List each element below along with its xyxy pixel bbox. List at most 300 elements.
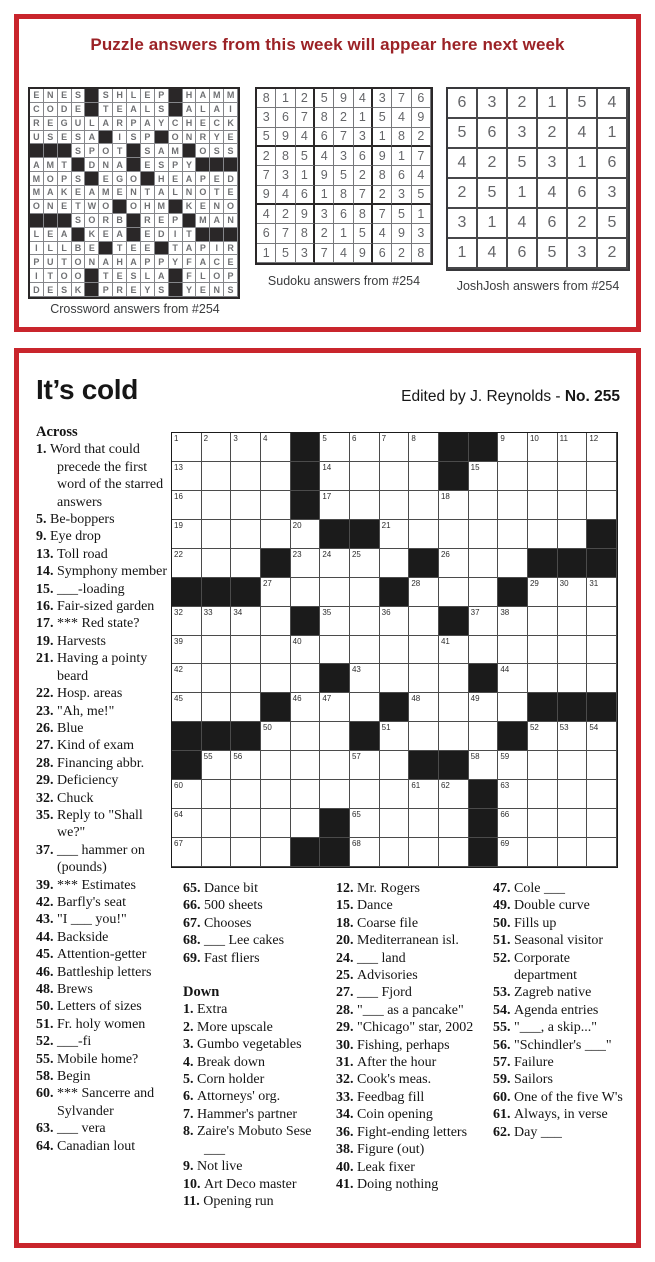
cell-number: 50 (262, 723, 272, 733)
grid-cell (320, 780, 350, 809)
clue: 32. Chuck (36, 790, 94, 806)
clue: 61. Always, in verse (493, 1107, 608, 1123)
answer-black-cell (85, 103, 99, 117)
clue: 56. "Schindler's ___" (493, 1037, 612, 1053)
grid-cell (558, 636, 588, 665)
answer-letter-cell: A (155, 269, 169, 283)
sudoku-cell: 1 (315, 186, 334, 205)
grid-cell (291, 520, 321, 549)
grid-cell (498, 780, 528, 809)
sudoku-cell: 7 (373, 205, 392, 224)
answer-black-cell (85, 269, 99, 283)
grid-black-cell (320, 838, 350, 867)
answer-letter-cell: B (72, 242, 86, 256)
sudoku-cell: 3 (276, 166, 295, 185)
answer-black-cell (183, 214, 197, 228)
grid-cell (409, 462, 439, 491)
clue-number: 11. (183, 1193, 204, 1209)
answer-letter-cell: W (85, 200, 99, 214)
sudoku-cell: 3 (354, 128, 373, 147)
clue: 55. Mobile home? (36, 1051, 139, 1067)
clue-number: 28. (336, 1002, 357, 1018)
answer-black-cell (169, 103, 183, 117)
sudoku-cell: 8 (412, 244, 431, 263)
sudoku-cell: 1 (276, 89, 295, 108)
grid-cell (231, 809, 261, 838)
answer-letter-cell: C (169, 117, 183, 131)
answer-letter-cell: A (155, 144, 169, 158)
answer-black-cell (72, 158, 86, 172)
answer-letter-cell: A (85, 186, 99, 200)
answer-letter-cell: M (196, 214, 210, 228)
grid-cell (291, 636, 321, 665)
answer-letter-cell: E (99, 172, 113, 186)
grid-black-cell (172, 722, 202, 751)
answer-letter-cell: E (127, 283, 141, 297)
joshjosh-cell: 5 (478, 179, 508, 209)
answers-banner: Puzzle answers from this week will appear here next week (90, 35, 565, 54)
sudoku-answers-grid (255, 87, 433, 265)
clue: 29. Deficiency (36, 773, 119, 789)
answer-black-cell (44, 144, 58, 158)
clue-number: 12. (336, 881, 357, 896)
clue: 28. Financing abbr. (36, 755, 145, 771)
grid-cell (231, 636, 261, 665)
sudoku-cell: 9 (373, 147, 392, 166)
cell-number: 49 (470, 694, 480, 704)
answer-letter-cell: A (113, 228, 127, 242)
grid-cell (528, 520, 558, 549)
sudoku-cell: 5 (257, 128, 276, 147)
grid-cell (350, 549, 380, 578)
answer-letter-cell: E (224, 131, 238, 145)
answer-letter-cell: O (99, 144, 113, 158)
grid-cell (261, 578, 291, 607)
answer-letter-cell: P (196, 242, 210, 256)
clue: 39. *** Estimates (36, 877, 136, 893)
clue: 9. Eye drop (36, 529, 101, 545)
grid-cell (587, 491, 617, 520)
answer-letter-cell: E (44, 117, 58, 131)
grid-cell (350, 636, 380, 665)
grid-cell (202, 520, 232, 549)
answer-letter-cell: P (155, 89, 169, 103)
joshjosh-cell: 5 (448, 119, 478, 149)
grid-cell (291, 693, 321, 722)
sudoku-cell: 9 (296, 205, 315, 224)
clue-number: 51. (493, 933, 514, 949)
grid-cell (558, 809, 588, 838)
answer-black-cell (85, 283, 99, 297)
sudoku-cell: 5 (276, 244, 295, 263)
answer-letter-cell: N (210, 283, 224, 297)
joshjosh-cell: 6 (448, 89, 478, 119)
joshjosh-answers-caption: JoshJosh answers from #254 (456, 279, 620, 293)
grid-cell (498, 549, 528, 578)
grid-cell (587, 636, 617, 665)
grid-black-cell (291, 462, 321, 491)
grid-cell (498, 433, 528, 462)
clue: 27. ___ Fjord (336, 985, 412, 1001)
cell-number: 35 (322, 607, 332, 617)
sudoku-cell: 7 (354, 186, 373, 205)
clue-number: 36. (336, 1124, 357, 1140)
answer-letter-cell: O (85, 214, 99, 228)
across-clues-column (36, 424, 170, 1155)
grid-cell (380, 722, 410, 751)
grid-black-cell (469, 809, 499, 838)
grid-cell (498, 809, 528, 838)
clue: 49. Double curve (493, 898, 590, 914)
grid-cell (380, 491, 410, 520)
grid-cell (350, 838, 380, 867)
cell-number: 58 (470, 752, 480, 762)
grid-cell (558, 751, 588, 780)
clue: 45. Attention-getter (36, 947, 147, 963)
grid-cell (172, 636, 202, 665)
sudoku-answers-caption: Sudoku answers from #254 (267, 274, 421, 288)
answer-black-cell (99, 131, 113, 145)
grid-cell (439, 520, 469, 549)
sudoku-cell: 3 (296, 244, 315, 263)
clue-number: 64. (36, 1138, 57, 1154)
clue: 13. Toll road (36, 546, 108, 562)
answer-letter-cell: U (72, 117, 86, 131)
grid-cell (469, 636, 499, 665)
grid-cell (558, 838, 588, 867)
cell-number: 23 (292, 549, 302, 559)
sudoku-cell: 2 (334, 108, 353, 127)
clue: 58. Begin (36, 1069, 91, 1085)
answer-black-cell (141, 172, 155, 186)
grid-cell (350, 607, 380, 636)
grid-cell (350, 809, 380, 838)
grid-cell (202, 751, 232, 780)
sudoku-cell: 1 (412, 205, 431, 224)
grid-cell (172, 607, 202, 636)
answer-letter-cell: E (30, 89, 44, 103)
cell-number: 26 (440, 549, 450, 559)
joshjosh-cell: 4 (508, 209, 538, 239)
grid-cell (350, 462, 380, 491)
sudoku-cell: 3 (373, 89, 392, 108)
clue: 34. Coin opening (336, 1107, 433, 1123)
sudoku-cell: 7 (257, 166, 276, 185)
clue-number: 19. (36, 633, 57, 649)
joshjosh-cell: 3 (448, 209, 478, 239)
answer-black-cell (169, 269, 183, 283)
clue-number: 46. (36, 964, 57, 980)
joshjosh-cell: 5 (508, 149, 538, 179)
answer-letter-cell: O (196, 144, 210, 158)
joshjosh-cell: 2 (448, 179, 478, 209)
clue-number: 2. (183, 1019, 197, 1035)
sudoku-cell: 4 (354, 89, 373, 108)
grid-cell (409, 664, 439, 693)
clue-number: 47. (493, 881, 514, 896)
grid-cell (439, 780, 469, 809)
answer-letter-cell: E (155, 214, 169, 228)
clue: 6. Attorneys' org. (183, 1089, 281, 1105)
cell-number: 52 (529, 723, 539, 733)
answer-black-cell (196, 158, 210, 172)
grid-cell (320, 636, 350, 665)
grid-cell (558, 722, 588, 751)
clue-number: 52. (493, 950, 514, 966)
answer-letter-cell: P (141, 131, 155, 145)
grid-cell (528, 780, 558, 809)
grid-cell (261, 491, 291, 520)
grid-cell (558, 520, 588, 549)
cell-number: 34 (233, 607, 243, 617)
cell-number: 53 (559, 723, 569, 733)
answer-letter-cell: K (72, 283, 86, 297)
grid-cell (320, 549, 350, 578)
grid-cell (350, 433, 380, 462)
answer-letter-cell: D (30, 283, 44, 297)
answer-letter-cell: L (44, 242, 58, 256)
grid-cell (350, 751, 380, 780)
cell-number: 5 (322, 434, 327, 443)
grid-cell (202, 491, 232, 520)
answer-letter-cell: E (113, 269, 127, 283)
grid-cell (528, 722, 558, 751)
answer-letter-cell: S (44, 131, 58, 145)
grid-cell (172, 664, 202, 693)
grid-black-cell (469, 664, 499, 693)
sudoku-cell: 2 (373, 186, 392, 205)
grid-cell (528, 636, 558, 665)
answer-letter-cell: O (169, 131, 183, 145)
sudoku-cell: 5 (373, 108, 392, 127)
clue-number: 57. (493, 1055, 514, 1071)
sudoku-cell: 1 (354, 108, 373, 127)
sudoku-cell: 3 (412, 224, 431, 243)
sudoku-cell: 4 (412, 166, 431, 185)
clue: 63. ___ vera (36, 1121, 106, 1137)
cell-number: 12 (589, 434, 599, 443)
answer-letter-cell: K (224, 117, 238, 131)
sudoku-cell: 6 (373, 244, 392, 263)
answer-letter-cell: F (183, 269, 197, 283)
answer-letter-cell: R (30, 117, 44, 131)
clue: 65. Dance bit (183, 881, 259, 896)
clue: 4. Break down (183, 1054, 266, 1070)
answer-black-cell (127, 214, 141, 228)
answer-letter-cell: G (58, 117, 72, 131)
answer-letter-cell: M (99, 186, 113, 200)
cell-number: 60 (174, 781, 183, 791)
answer-letter-cell: Y (141, 283, 155, 297)
grid-cell (202, 462, 232, 491)
clue: 21. Having a pointy beard (36, 651, 148, 684)
joshjosh-cell: 4 (598, 89, 628, 119)
clues-column-3 (336, 880, 492, 1193)
grid-cell (469, 607, 499, 636)
answer-letter-cell: A (183, 103, 197, 117)
clue-number: 4. (183, 1054, 197, 1070)
grid-cell (231, 491, 261, 520)
clue-number: 7. (183, 1106, 197, 1122)
sudoku-cell: 8 (315, 108, 334, 127)
answer-letter-cell: P (30, 255, 44, 269)
grid-black-cell (320, 664, 350, 693)
answer-letter-cell: E (224, 255, 238, 269)
clue-number: 52. (36, 1034, 57, 1050)
clue-number: 45. (36, 947, 57, 963)
grid-black-cell (350, 722, 380, 751)
answer-black-cell (210, 158, 224, 172)
answer-letter-cell: O (30, 200, 44, 214)
sudoku-cell: 2 (315, 224, 334, 243)
clue-number: 5. (36, 512, 50, 528)
answer-letter-cell: P (196, 172, 210, 186)
grid-cell (439, 664, 469, 693)
clue-number: 9. (183, 1159, 197, 1175)
grid-cell (439, 636, 469, 665)
answer-letter-cell: Y (210, 131, 224, 145)
answer-letter-cell: P (224, 269, 238, 283)
grid-cell (231, 520, 261, 549)
grid-cell (439, 578, 469, 607)
answer-letter-cell: R (99, 214, 113, 228)
grid-cell (469, 751, 499, 780)
answer-letter-cell: R (196, 131, 210, 145)
answer-letter-cell: E (44, 283, 58, 297)
sudoku-cell: 4 (373, 224, 392, 243)
answer-letter-cell: H (113, 255, 127, 269)
clue-number: 22. (36, 686, 57, 702)
clue: 37. ___ hammer on (pounds) (36, 842, 145, 876)
sudoku-cell: 9 (276, 128, 295, 147)
answer-letter-cell: S (72, 89, 86, 103)
clue-number: 8. (183, 1124, 197, 1140)
grid-cell (350, 693, 380, 722)
grid-black-cell (291, 838, 321, 867)
clue: 10. Art Deco master (183, 1176, 297, 1192)
grid-cell (291, 578, 321, 607)
grid-cell (498, 693, 528, 722)
clue-number: 23. (36, 703, 57, 719)
grid-cell (172, 491, 202, 520)
sudoku-cell: 6 (334, 205, 353, 224)
clue: 18. Coarse file (336, 915, 419, 931)
grid-cell (261, 722, 291, 751)
answer-black-cell (30, 214, 44, 228)
grid-cell (172, 433, 202, 462)
joshjosh-cell: 5 (598, 209, 628, 239)
joshjosh-cell: 3 (478, 89, 508, 119)
answer-letter-cell: Y (155, 117, 169, 131)
grid-black-cell (558, 693, 588, 722)
joshjosh-cell: 6 (538, 209, 568, 239)
grid-black-cell (291, 607, 321, 636)
answer-letter-cell: E (196, 117, 210, 131)
cell-number: 6 (351, 434, 357, 443)
grid-cell (202, 549, 232, 578)
answer-letter-cell: T (113, 144, 127, 158)
clue-number: 33. (336, 1089, 357, 1105)
answer-black-cell (99, 242, 113, 256)
cell-number: 22 (174, 549, 183, 559)
grid-cell (350, 780, 380, 809)
clue: 50. Letters of sizes (36, 999, 142, 1015)
answer-letter-cell: L (30, 228, 44, 242)
cell-number: 68 (351, 839, 361, 849)
sudoku-cell: 1 (296, 166, 315, 185)
answer-letter-cell: H (183, 89, 197, 103)
joshjosh-cell: 2 (568, 209, 598, 239)
sudoku-cell: 9 (392, 224, 411, 243)
grid-cell (202, 607, 232, 636)
grid-cell (439, 491, 469, 520)
sudoku-cell: 2 (354, 166, 373, 185)
clue: 43. "I ___ you!" (36, 912, 127, 928)
grid-cell (528, 607, 558, 636)
grid-cell (380, 664, 410, 693)
grid-cell (172, 462, 202, 491)
grid-black-cell (409, 549, 439, 578)
grid-black-cell (350, 520, 380, 549)
cell-number: 45 (174, 694, 183, 704)
answer-letter-cell: T (99, 103, 113, 117)
cell-number: 20 (292, 520, 302, 530)
answer-letter-cell: S (72, 172, 86, 186)
answer-black-cell (169, 283, 183, 297)
sudoku-cell: 2 (412, 128, 431, 147)
answer-letter-cell: I (30, 269, 44, 283)
grid-black-cell (202, 722, 232, 751)
grid-cell (469, 491, 499, 520)
grid-cell (261, 636, 291, 665)
joshjosh-cell: 3 (568, 239, 598, 269)
answer-letter-cell: Y (183, 283, 197, 297)
cell-number: 15 (470, 462, 480, 472)
answer-letter-cell: S (141, 144, 155, 158)
answer-black-cell (85, 172, 99, 186)
clue-number: 31. (336, 1055, 357, 1071)
sudoku-cell: 8 (373, 166, 392, 185)
grid-cell (291, 549, 321, 578)
answer-letter-cell: M (155, 200, 169, 214)
answer-letter-cell: E (141, 89, 155, 103)
cell-number: 7 (381, 434, 387, 443)
clue-number: 27. (336, 985, 357, 1001)
grid-black-cell (498, 722, 528, 751)
answer-letter-cell: A (183, 242, 197, 256)
grid-cell (320, 491, 350, 520)
grid-cell (587, 664, 617, 693)
grid-cell (469, 578, 499, 607)
answer-letter-cell: N (85, 255, 99, 269)
cell-number: 61 (411, 781, 421, 791)
sudoku-cell: 5 (412, 186, 431, 205)
clue: 68. ___ Lee cakes (183, 933, 285, 949)
grid-cell (469, 722, 499, 751)
joshjosh-cell: 3 (598, 179, 628, 209)
cell-number: 24 (322, 549, 332, 559)
cell-number: 1 (174, 434, 179, 443)
answer-letter-cell: S (72, 214, 86, 228)
cell-number: 59 (500, 752, 510, 762)
clue: 55. "___, a skip..." (493, 1020, 597, 1036)
answer-letter-cell: N (44, 200, 58, 214)
clue: 53. Zagreb native (493, 985, 592, 1001)
clue-number: 55. (493, 1020, 514, 1036)
grid-cell (172, 693, 202, 722)
clue-number: 51. (36, 1016, 57, 1032)
grid-black-cell (291, 433, 321, 462)
